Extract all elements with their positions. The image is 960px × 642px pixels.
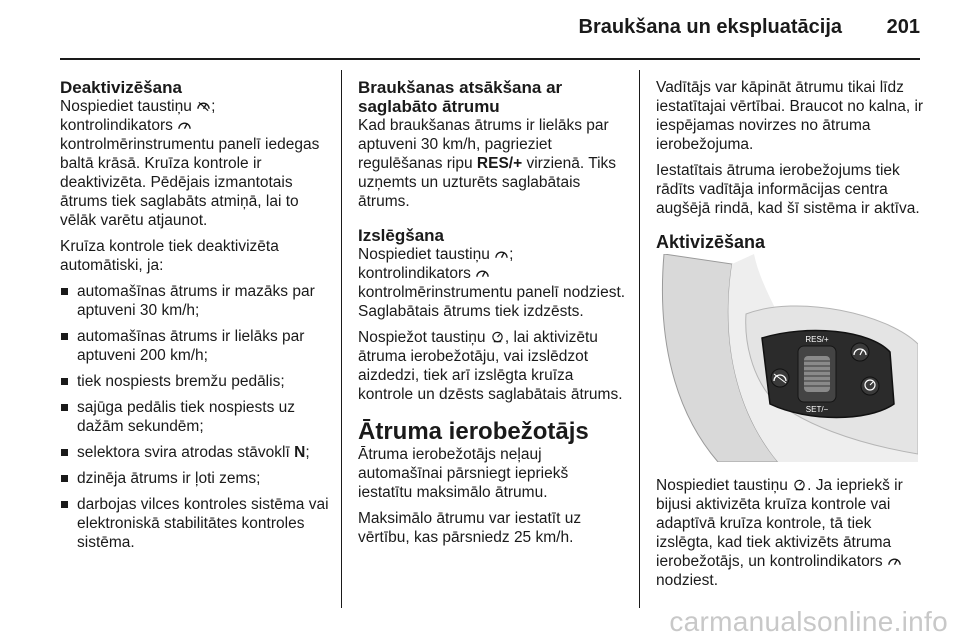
text-run: virzienā. Tiks uzņemts un uzturēts saglabātais ātrums. (358, 155, 617, 210)
column-3 (656, 78, 926, 252)
set-minus-label: SET/− (805, 405, 829, 414)
page-number: 201 (886, 16, 920, 38)
paragraph-driver-acceleration: Vadītājs var kāpināt ātrumu tikai līdz iestatītajai vērtībai. Braucot no kalna, ir iespējamas novirzes no ātruma ierobežojuma. (656, 79, 924, 153)
list-item: tiek nospiests bremžu pedālis; (60, 372, 332, 391)
list-item: darbojas vilces kontroles sistēma vai elektroniskā stabilitātes kontroles sistēma. (60, 495, 332, 552)
cruise-control-indicator-icon (476, 267, 489, 279)
column-3-lower (656, 476, 926, 590)
text-run: nodziest. (656, 572, 719, 589)
text-run: Nospiediet taustiņu (656, 477, 788, 494)
text-run: , lai aktivizētu ātruma ierobežotāju, vai izslēdzot aizdedzi, tiek arī izslēgta kruīza kontrole un dzēsts saglabātais ātrums. (358, 329, 623, 403)
steering-wheel-controls-illustration (658, 254, 918, 462)
text-run: kontrolmērinstrumentu panelī iedegas baltā krāsā. Kruīza kontrole ir deaktivizēta. Pēdējais izmantotais ātrums tiek saglabāts atmiņā, lai to vēlāk varētu atjaunot. (60, 136, 320, 229)
heading-resume: Braukšanas atsākšana ar saglabāto ātrumu (358, 78, 563, 116)
text-run: Nospiediet taustiņu (60, 98, 192, 115)
watermark: carmanualsonline.info (669, 606, 948, 637)
text-run: Nospiediet taustiņu (358, 246, 490, 263)
list-item: automašīnas ātrums ir lielāks par aptuveni 200 km/h; (60, 327, 332, 365)
list-item: dzinēja ātrums ir ļoti zems; (60, 469, 332, 488)
text-run: Nospiežot taustiņu (358, 329, 486, 346)
res-label: RES/+ (476, 155, 523, 172)
page-header (0, 0, 960, 60)
paragraph-deactivation (60, 97, 332, 230)
paragraph-auto-deactivation: Kruīza kontrole tiek deaktivizēta automātiski, ja: (60, 238, 279, 274)
speed-limiter-button-icon (491, 331, 504, 343)
heading-deactivation: Deaktivizēšana (60, 78, 182, 97)
paragraph-switch-off (358, 245, 626, 321)
cruise-off-button-icon (197, 100, 210, 112)
cruise-control-indicator-icon (888, 555, 901, 567)
list-item: automašīnas ātrums ir mazāks par aptuveni 30 km/h; (60, 282, 332, 320)
text-run: kontrolindikators (358, 265, 471, 282)
paragraph-speed-limiter: Ātruma ierobežotājs neļauj automašīnai pārsniegt iepriekš iestatītu maksimālo ātrumu. (358, 446, 569, 501)
text-run: Kad braukšanas ātrums ir lielāks par aptuveni 30 km/h, pagrieziet regulēšanas ripu (358, 117, 609, 172)
paragraph-limit-display: Iestatītais ātruma ierobežojums tiek rādīts vadītāja informācijas centra augšējā rindā, kad šī sistēma ir aktīva. (656, 162, 920, 217)
text-run: . Ja iepriekš ir bijusi aktivizēta kruīza kontrole vai adaptīvā kruīza kontrole, tā tiek izslēgta, kad tiek aktivizēts ātruma ierobežotājs, un kontrolindikators (656, 477, 903, 570)
heading-activation: Aktivizēšana (656, 232, 766, 252)
paragraph-activation (656, 476, 926, 590)
res-plus-label: RES/+ (805, 335, 829, 344)
heading-switch-off: Izslēgšana (358, 226, 444, 245)
paragraph-max-speed: Maksimālo ātrumu var iestatīt uz vērtību, kas pārsniedz 25 km/h. (358, 510, 582, 546)
text-run: selektora svira atrodas stāvoklī (77, 444, 290, 461)
text-run: kontrolmērinstrumentu panelī nodziest. Saglabātais ātrums tiek izdzēsts. (358, 284, 626, 320)
header-rule (60, 58, 920, 60)
paragraph-speed-limiter-button (358, 328, 626, 404)
list-item: sajūga pedālis tiek nospiests uz dažām sekundēm; (60, 398, 332, 436)
list-item (60, 443, 332, 462)
heading-speed-limiter: Ātruma ierobežotājs (358, 418, 589, 445)
text-run: ; (211, 98, 216, 115)
column-divider-2 (639, 70, 640, 608)
page-title: Braukšana un ekspluatācija (578, 16, 842, 38)
column-1 (60, 78, 332, 552)
column-divider-1 (341, 70, 342, 608)
text-run: kontrolindikators (60, 117, 173, 134)
gear-position-n: N (294, 444, 306, 461)
text-run: ; (509, 246, 514, 263)
speed-limiter-button-icon (793, 479, 806, 491)
deactivation-conditions-list (60, 282, 332, 552)
text-run: ; (305, 444, 310, 461)
column-2 (358, 78, 626, 547)
paragraph-resume (358, 116, 626, 211)
cruise-control-button-icon (495, 248, 508, 260)
cruise-control-indicator-icon (178, 119, 191, 131)
